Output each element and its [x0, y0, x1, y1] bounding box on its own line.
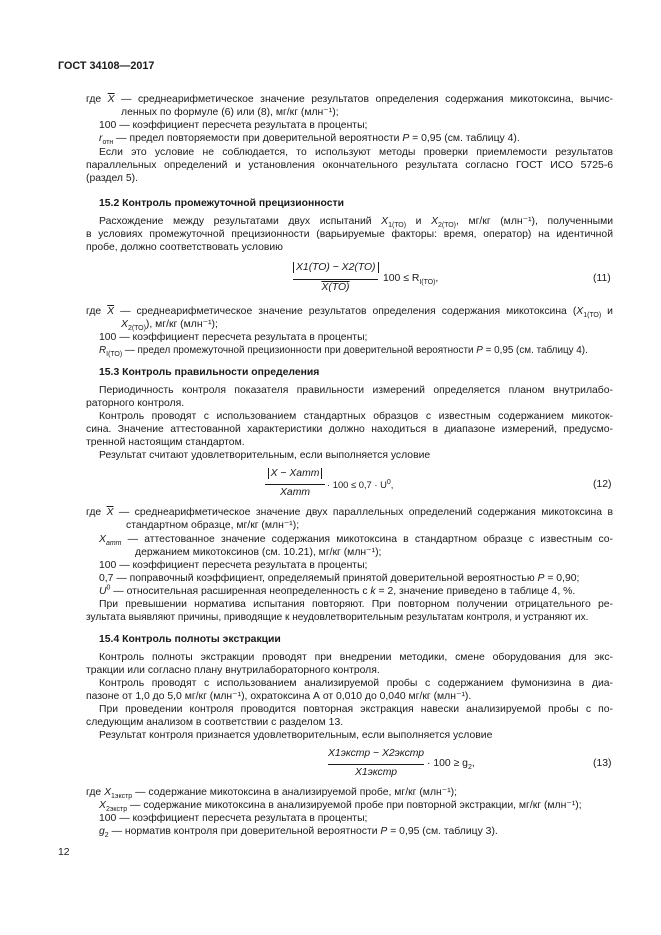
- formula-numerator: X1(ТО) − X2(ТО): [293, 262, 379, 273]
- paragraph-line: в условиях промежуточной прецизионности (варьируемые факторы: время, оператор) на идентичной: [86, 229, 613, 240]
- formula-denominator: Xamm: [279, 487, 311, 498]
- text-line: 100 — коэффициент пересчета результата в проценты;: [99, 120, 368, 131]
- paragraph-line: Результат считают удовлетворительным, если выполняется условие: [99, 450, 431, 461]
- paragraph-line: тракции или согласно плану внутрилабораторного контроля.: [86, 665, 380, 676]
- paragraph-line: раторного контроля.: [86, 398, 185, 409]
- paragraph-line: Контроль проводят с использованием анализируемой пробы с содержанием фумонизина в диа-: [99, 678, 613, 689]
- equation-number: (13): [593, 758, 612, 769]
- paragraph-line: пробе, должно соответствовать условию: [86, 242, 283, 253]
- formula-numerator: X1экстр − X2экстр: [328, 748, 425, 759]
- equation-number: (12): [593, 479, 612, 490]
- text-line: стандартном образце, мг/кг (млн⁻¹);: [126, 520, 300, 531]
- paragraph-line: Периодичность контроля показателя правильности измерений определяется планом внутрилабо-: [99, 385, 613, 396]
- text-line: где $X_{1экстр}$ — содержание микотоксина в анализируемой пробе, мг/кг (млн⁻¹);: [86, 787, 458, 801]
- text-line: $U^0$ — относительная расширенная неопределенность с k = 2, значение приведено в таблице 4, %.: [99, 584, 576, 597]
- formula-13-rhs: · $100 \ge g_2$,: [427, 758, 475, 772]
- text-line: 100 — коэффициент пересчета результата в проценты;: [99, 813, 368, 824]
- paragraph-line: При проведении контроля проводится повторная экстракция навески анализируемой пробы с по-: [99, 704, 613, 715]
- text-line: держанием микотоксинов (см. 10.21), мг/кг (млн⁻¹);: [135, 547, 382, 558]
- paragraph-line: Результат контроля признается удовлетворительным, если выполняется условие: [99, 730, 493, 741]
- text-line: 100 — коэффициент пересчета результата в проценты;: [99, 560, 368, 571]
- formula-13-fraction: [328, 748, 424, 786]
- text-line: где $\overline{X}$ — среднеарифметическое значение результатов определения содержания микотоксина, вычис-: [86, 94, 614, 105]
- paragraph-line: Расхождение между результатами двух испытаний $X_{1(ТО)}$ и $X_{2(ТО)}$, мг/кг (млн⁻¹), полученными: [99, 216, 614, 230]
- text-line: где $\overline{X}$ — среднеарифметическое значение результатов определения содержания микотоксина ($X_{1(ТО)}$ и: [86, 306, 613, 320]
- paragraph-line: следующим анализом в соответствии с разделом 13.: [86, 717, 344, 728]
- paragraph-line: пазоне от 1,0 до 5,0 мг/кг (млн⁻¹), охратоксина А от 0,010 до 0,040 мг/кг (млн⁻¹).: [86, 691, 472, 702]
- document-header: ГОСТ 34108—2017: [58, 60, 155, 72]
- equation-number: (11): [593, 273, 611, 284]
- paragraph-line: (раздел 5).: [86, 173, 139, 184]
- formula-numerator: X − Xamm: [268, 468, 323, 479]
- paragraph-line: тренной настоящим стандартом.: [86, 437, 245, 448]
- text-line: 100 — коэффициент пересчета результата в проценты;: [99, 332, 368, 343]
- text-line: ленных по формуле (6) или (8), мг/кг (млн⁻¹);: [121, 107, 339, 118]
- text-line: $X_{amm}$ — аттестованное значение содержания микотоксина в стандартном образце с известным со-: [99, 534, 613, 548]
- text-line: $R_{I(ТО)}$ — предел промежуточной прецизионности при доверительной вероятности P = 0,95 (см. таблицу 4).: [99, 345, 588, 358]
- text-line: $r_{отн}$ — предел повторяемости при доверительной вероятности P = 0,95 (см. таблицу 4).: [99, 133, 520, 147]
- section-heading: 15.3 Контроль правильности определения: [99, 367, 320, 378]
- section-heading: 15.2 Контроль промежуточной прецизионности: [99, 198, 344, 209]
- text-line: $X_{2(ТО)}$), мг/кг (млн⁻¹);: [121, 319, 218, 333]
- paragraph-line: Контроль полноты экстракции проводят при внедрении методики, смене оборудования для экс-: [99, 652, 613, 663]
- formula-12-fraction: [265, 468, 325, 506]
- formula-denominator: X(ТО): [321, 282, 350, 293]
- paragraph-line: При превышении норматива испытания повторяют. При повторном получении отрицательного ре-: [99, 599, 613, 610]
- text-line: $g_2$ — норматив контроля при доверительной вероятности P = 0,95 (см. таблицу 3).: [99, 826, 498, 840]
- paragraph-line: зультата выявляют причины, приводящие к неудовлетворительным результатам контроля, и устраняют их.: [86, 612, 589, 623]
- page-number: 12: [58, 847, 70, 858]
- section-heading: 15.4 Контроль полноты экстракции: [99, 634, 281, 645]
- paragraph-line: Если это условие не соблюдается, то используют методы проверки приемлемости результатов: [99, 147, 613, 158]
- paragraph-line: параллельных определений и установления окончательного результата согласно ГОСТ ИСО 5725-6: [86, 160, 613, 171]
- formula-11-rhs: $100 \le R_{I(ТО)}$,: [383, 273, 439, 287]
- paragraph-line: сина. Значение аттестованной характеристики должно находиться в диапазоне измерений, предусмо-: [86, 424, 613, 435]
- text-line: 0,7 — поправочный коэффициент, определяемый принятой доверительной вероятностью P = 0,90;: [99, 573, 580, 584]
- formula-12-rhs: · $100 \le 0,7 \cdot U^0$,: [327, 478, 394, 490]
- formula-denominator: X1экстр: [354, 767, 398, 778]
- text-line: $X_{2экстр}$ — содержание микотоксина в анализируемой пробе при повторной экстракции, мг/кг (млн⁻¹);: [99, 800, 582, 814]
- formula-11-fraction: [293, 262, 378, 302]
- paragraph-line: Контроль проводят с использованием стандартных образцов с известным содержанием микоток-: [99, 411, 613, 422]
- text-line: где $\overline{X}$ — среднеарифметическое значение двух параллельных определений содержания микотоксина в: [86, 507, 613, 518]
